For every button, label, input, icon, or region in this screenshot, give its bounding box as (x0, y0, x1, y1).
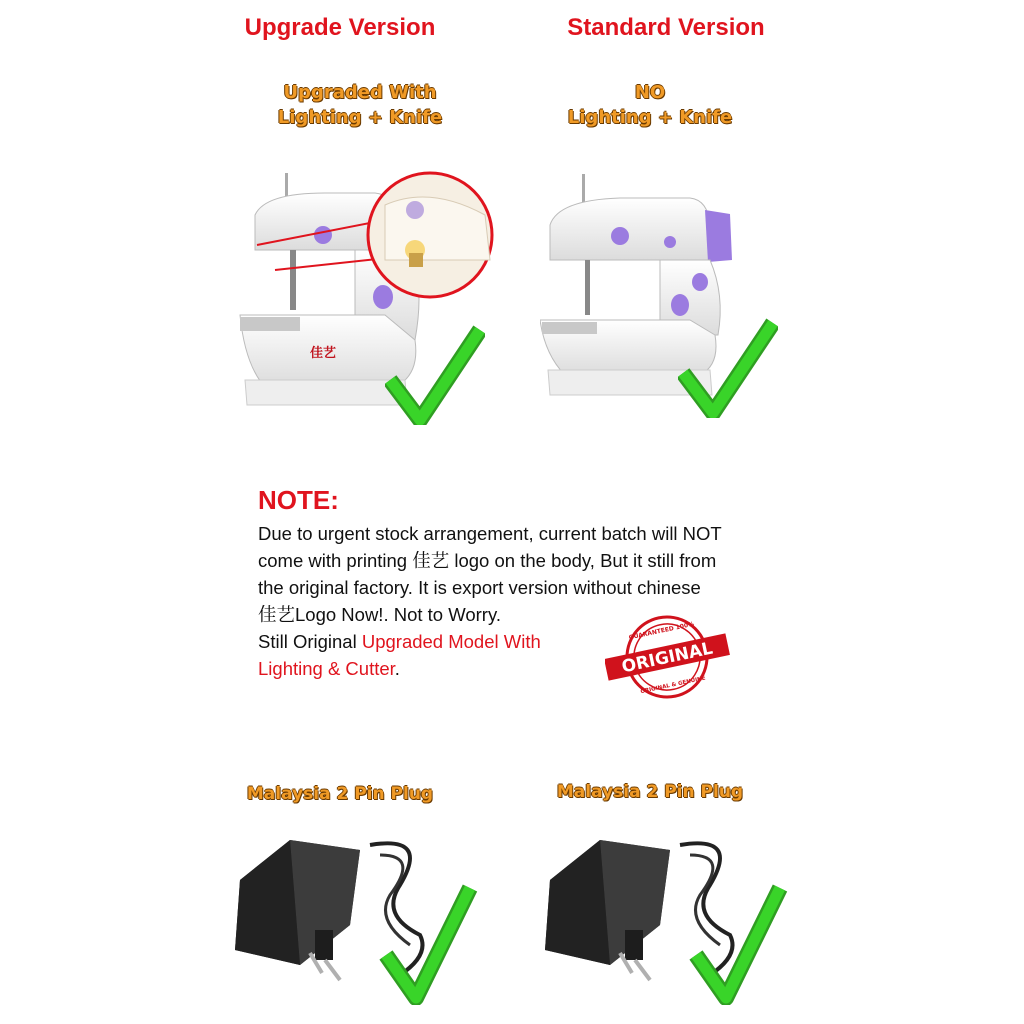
note-line: 佳艺Logo Now!. Not to Worry. (258, 604, 501, 625)
note-prefix: Still Original (258, 631, 362, 652)
note-title: NOTE: (258, 485, 339, 515)
original-stamp-icon (605, 612, 730, 702)
machine-logo-text: 佳艺 (310, 346, 337, 361)
note-line: the original factory. It is export version without chinese (258, 577, 701, 598)
upgrade-caption-line2: Lighting + Knife (277, 107, 443, 128)
check-mark-icon (678, 318, 778, 418)
note-suffix: . (394, 658, 400, 679)
standard-caption (530, 82, 770, 128)
standard-caption-line1: NO (634, 82, 666, 103)
note-highlight: Upgraded Model With (361, 631, 541, 652)
standard-caption-line2: Lighting + Knife (567, 107, 733, 128)
upgrade-version-title: Upgrade Version (244, 14, 436, 41)
stamp-top-text: GUARANTEED 100% (628, 620, 695, 642)
stamp-bottom-text: ORIGINAL & GENUINE (639, 675, 707, 696)
right-plug-label: Malaysia 2 Pin Plug (556, 782, 744, 802)
note-line: Due to urgent stock arrangement, current batch will NOT (258, 523, 722, 544)
note-line: come with printing 佳艺 logo on the body, But it still from (258, 550, 717, 571)
upgrade-caption (240, 82, 480, 128)
stamp-main-text: ORIGINAL (619, 638, 715, 678)
upgrade-caption-line1: Upgraded With (283, 82, 437, 103)
note-highlight: Lighting & Cutter (258, 658, 395, 679)
check-mark-icon (688, 880, 788, 1005)
check-mark-icon (385, 325, 485, 425)
left-plug-label: Malaysia 2 Pin Plug (246, 784, 434, 804)
check-mark-icon (378, 880, 478, 1005)
standard-version-title: Standard Version (567, 14, 765, 41)
